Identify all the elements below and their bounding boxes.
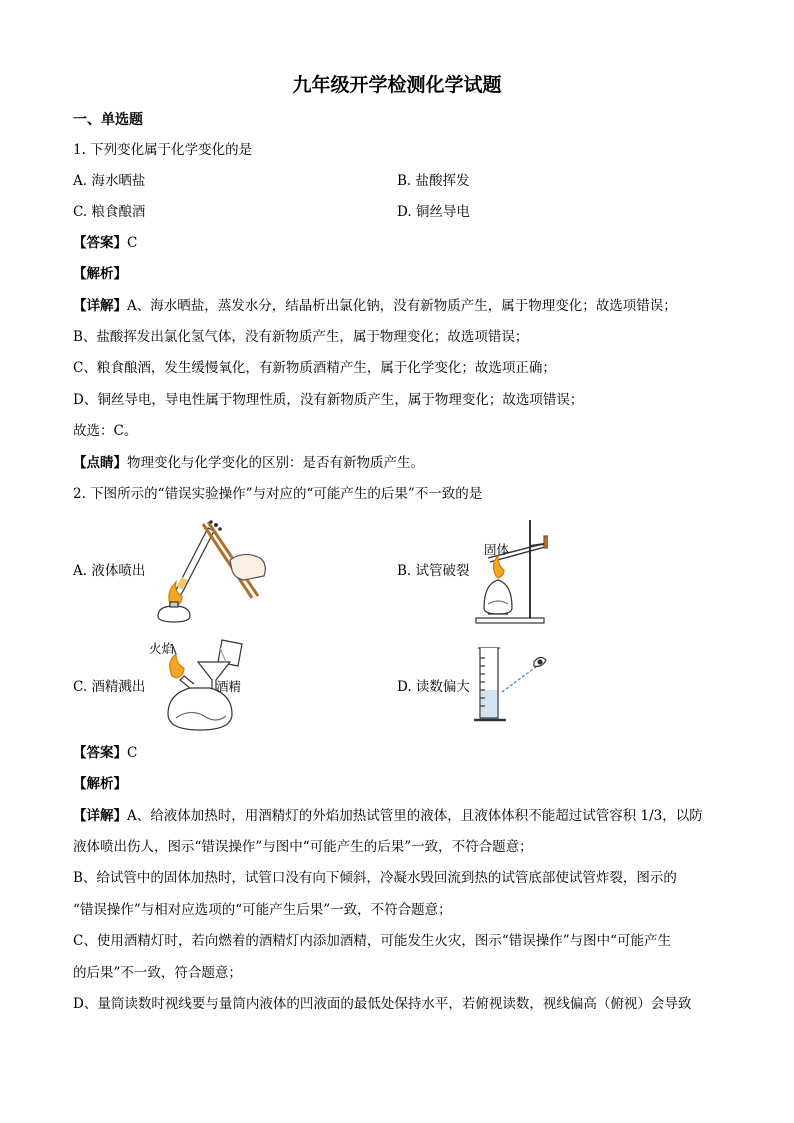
q2-detail-tag: 【详解】 (73, 808, 127, 824)
q2-option-d: D. 读数偏大 (397, 679, 470, 695)
q2-detail-line-1 (73, 806, 703, 826)
q1-comment: 物理变化与化学变化的区别：是否有新物质产生。 (127, 455, 424, 471)
q2-detail-text-1: A、给液体加热时，用酒精灯的外焰加热试管里的液体，且液体体积不能超过试管容积 1/3，以防 (127, 808, 703, 824)
q1-detail-line-2: B、盐酸挥发出氯化氢气体，没有新物质产生，属于物理变化；故选项错误； (73, 329, 529, 345)
q1-option-a: A. 海水晒盐 (73, 173, 146, 189)
q1-detail-line-5: 故选：C。 (73, 423, 138, 439)
q1-detail-line-1 (73, 296, 677, 316)
q2-detail-line-7: D、量筒读数时视线要与量筒内液体的凹液面的最低处保持水平，若俯视读数，视线偏高（俯视）会导致 (73, 996, 692, 1012)
q2-option-c: C. 酒精溅出 (73, 679, 146, 695)
q1-answer-tag: 【答案】 (73, 235, 127, 251)
q2-analysis-tag (73, 774, 127, 794)
q2-stem: 2. 下图所示的“错误实验操作”与对应的“可能产生的后果”不一致的是 (73, 486, 483, 502)
q1-detail-tag: 【详解】 (73, 298, 127, 314)
figure-c-flame-label: 火焰 (149, 641, 175, 656)
q1-comment-tag: 【点睛】 (73, 455, 127, 471)
figure-c-alcohol-label: 酒精 (216, 679, 242, 694)
q1-detail-line-3: C、粮食酿酒，发生缓慢氧化，有新物质酒精产生，属于化学变化；故选项正确； (73, 360, 556, 376)
q2-detail-line-6: 的后果”不一致，符合题意； (73, 965, 242, 981)
q2-answer: C (127, 745, 138, 761)
figure-d-reading-cylinder (472, 644, 552, 726)
section-heading: 一、单选题 (73, 112, 143, 128)
q2-detail-line-3: B、给试管中的固体加热时，试管口没有向下倾斜，冷凝水毁回流到热的试管底部使试管炸裂，图示的 (73, 870, 677, 886)
q1-analysis-tag (73, 264, 127, 284)
q2-option-a: A. 液体喷出 (73, 563, 146, 579)
q1-answer: C (127, 235, 138, 251)
q1-option-b: B. 盐酸挥发 (397, 173, 470, 189)
q2-analysis-label: 【解析】 (73, 776, 127, 792)
q1-option-d: D. 铜丝导电 (397, 204, 470, 220)
figure-b-heating-solid (474, 514, 548, 626)
figure-a-heating-liquid (148, 520, 270, 624)
q1-stem: 1. 下列变化属于化学变化的是 (73, 142, 253, 158)
q1-comment-line (73, 453, 424, 473)
q2-detail-line-5: C、使用酒精灯时，若向燃着的酒精灯内添加酒精，可能发生火灾，图示“错误操作”与图中“可能产生 (73, 933, 672, 949)
q1-analysis-label: 【解析】 (73, 266, 127, 282)
q1-detail-line-4: D、铜丝导电，导电性属于物理性质，没有新物质产生，属于物理变化；故选项错误； (73, 392, 584, 408)
q1-detail-text-1: A、海水晒盐，蒸发水分，结晶析出氯化钠，没有新物质产生，属于物理变化；故选项错误； (127, 298, 677, 314)
page-title: 九年级开学检测化学试题 (292, 74, 502, 96)
q2-answer-line (73, 743, 137, 763)
q2-detail-line-4: “错误操作”与相对应选项的“可能产生后果”一致，不符合题意； (73, 902, 452, 918)
q2-option-b: B. 试管破裂 (397, 563, 470, 579)
q2-detail-line-2: 液体喷出伤人，图示“错误操作”与图中“可能产生的后果”一致，不符合题意； (73, 839, 533, 855)
q1-answer-line (73, 233, 137, 253)
figure-b-solid-label: 固体 (484, 542, 510, 557)
q1-option-c: C. 粮食酿酒 (73, 204, 146, 220)
q2-answer-tag: 【答案】 (73, 745, 127, 761)
